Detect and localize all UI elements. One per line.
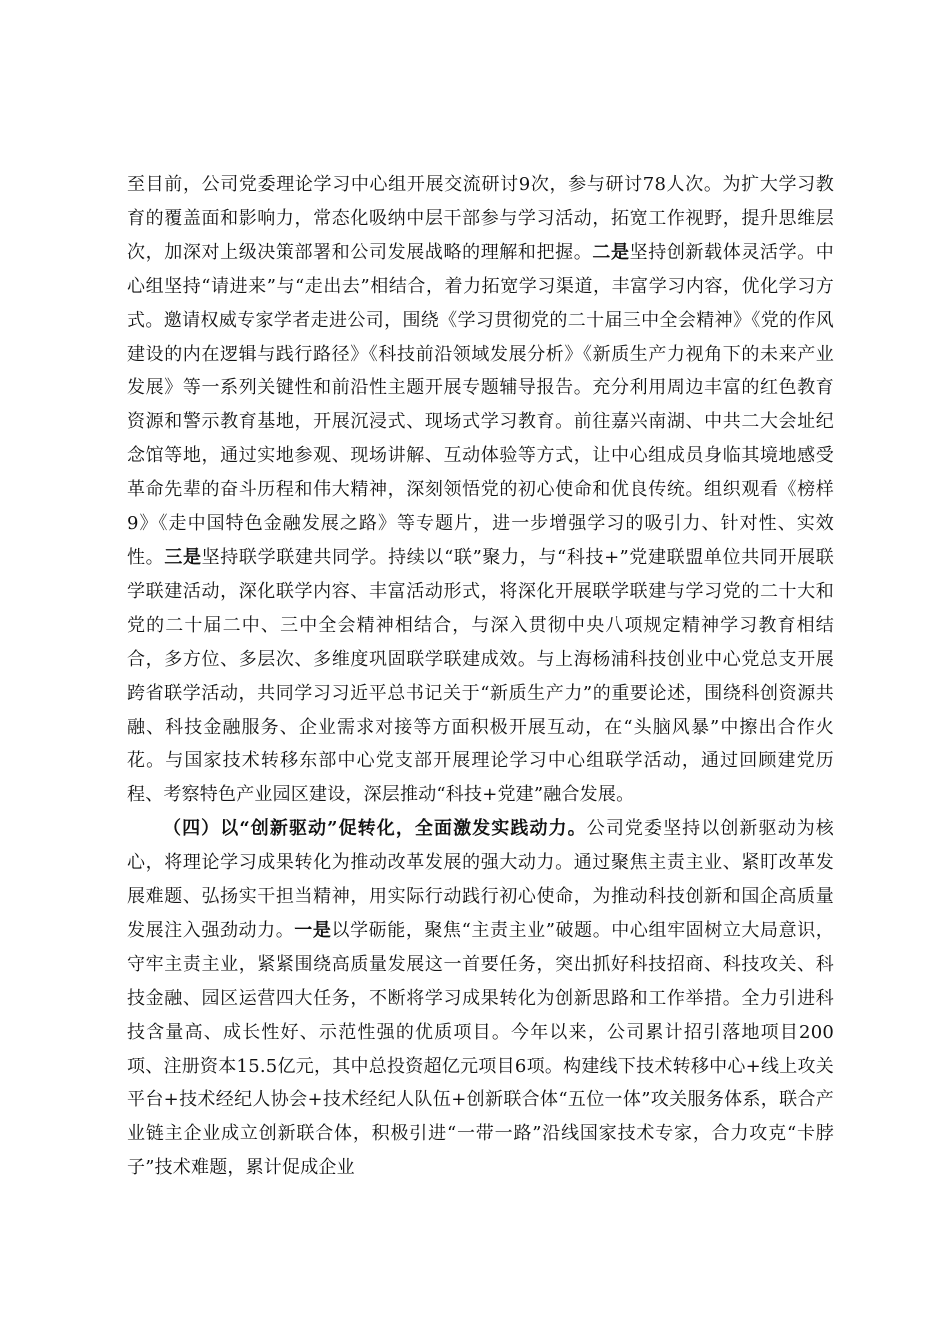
section-heading: （四）以“创新驱动”促转化，全面激发实践动力。: [163, 818, 587, 840]
point-two-lead: 二是: [592, 241, 630, 263]
document-body: [127, 168, 834, 1185]
paragraph-2: [127, 812, 834, 1185]
paragraph-2-text: 公司党委坚持以创新驱动为核心，将理论学习成果转化为推动改革发展的强大动力。通过聚焦主责主业、紧盯改革发展难题、弘扬实干担当精神，用实际行动践行初心使命，为推动科技创新和国企高质量发展注入强劲动力。: [127, 818, 834, 941]
paragraph-1: [127, 168, 834, 812]
point-one-lead: 一是: [294, 919, 332, 941]
paragraph-1-text: 坚持创新载体灵活学。中心组坚持“请进来”与“走出去”相结合，着力拓宽学习渠道，丰富学习内容，优化学习方式。邀请权威专家学者走进公司，围绕《学习贯彻党的二十届三中全会精神》《党的作风建设的内在逻辑与践行路径》《科技前沿领域发展分析》《新质生产力视角下的未来产业发展》等一系列关键性和前沿性主题开展专题辅导报告。充分利用周边丰富的红色教育资源和警示教育基地，开展沉浸式、现场式学习教育。前往嘉兴南湖、中共二大会址纪念馆等地，通过实地参观、现场讲解、互动体验等方式，让中心组成员身临其境地感受革命先辈的奋斗历程和伟大精神，深刻领悟党的初心使命和优良传统。组织观看《榜样9》《走中国特色金融发展之路》等专题片，进一步增强学习的吸引力、针对性、实效性。: [127, 241, 834, 568]
paragraph-1-text: 坚持联学联建共同学。持续以“联”聚力，与“科技+”党建联盟单位共同开展联学联建活动，深化联学内容、丰富活动形式，将深化开展联学联建与学习党的二十大和党的二十届二中、三中全会精神相结合，与深入贯彻中央八项规定精神学习教育相结合，多方位、多层次、多维度巩固联学联建成效。与上海杨浦科技创业中心党总支开展跨省联学活动，共同学习习近平总书记关于“新质生产力”的重要论述，围绕科创资源共融、科技金融服务、企业需求对接等方面积极开展互动，在“头脑风暴”中擦出合作火花。与国家技术转移东部中心党支部开展理论学习中心组联学活动，通过回顾建党历程、考察特色产业园区建设，深层推动“科技+党建”融合发展。: [127, 546, 835, 806]
point-three-lead: 三是: [164, 546, 202, 568]
paragraph-2-text: 以学砺能，聚焦“主责主业”破题。中心组牢固树立大局意识，守牢主责主业，紧紧围绕高质量发展这一首要任务，突出抓好科技招商、科技攻关、科技金融、园区运营四大任务，不断将学习成果转化为创新思路和工作举措。全力引进科技含量高、成长性好、示范性强的优质项目。今年以来，公司累计招引落地项目200项、注册资本15.5亿元，其中总投资超亿元项目6项。构建线下技术转移中心+线上攻关平台+技术经纪人协会+技术经纪人队伍+创新联合体“五位一体”攻关服务体系，联合产业链主企业成立创新联合体，积极引进“一带一路”沿线国家技术专家，合力攻克“卡脖子”技术难题，累计促成企业: [127, 919, 834, 1179]
paragraph-1-text: 至目前，公司党委理论学习中心组开展交流研讨9次，参与研讨78人次。为扩大学习教育的覆盖面和影响力，常态化吸纳中层干部参与学习活动，拓宽工作视野，提升思维层次，加深对上级决策部署和公司发展战略的理解和把握。: [127, 174, 834, 263]
